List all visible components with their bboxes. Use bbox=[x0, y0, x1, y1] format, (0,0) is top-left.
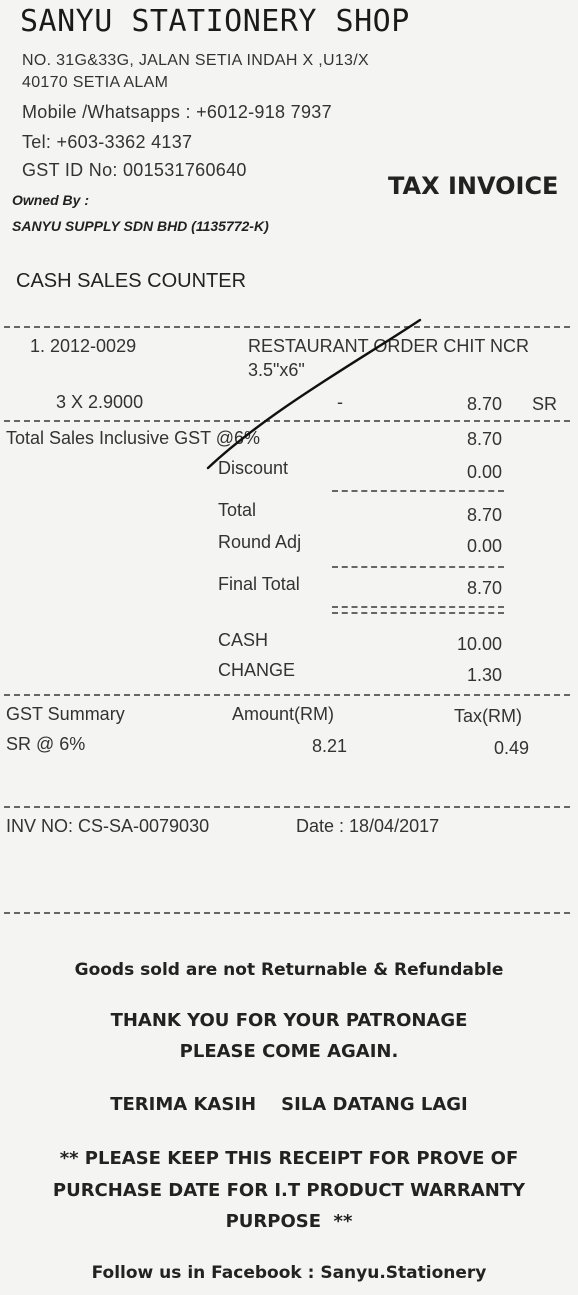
discount-label: Discount bbox=[218, 458, 289, 478]
facebook-follow: Follow us in Facebook : Sanyu.Stationery bbox=[91, 1263, 487, 1283]
item-qty-price: 3 X 2.9000 bbox=[56, 392, 144, 412]
invoice-date: Date : 18/04/2017 bbox=[296, 816, 440, 836]
cash-label: CASH bbox=[218, 630, 269, 650]
return-policy: Goods sold are not Returnable & Refundable bbox=[74, 960, 504, 980]
gst-tax-header: Tax(RM) bbox=[454, 706, 522, 726]
item-discount-mark: - bbox=[337, 392, 343, 412]
round-adj-value: 0.00 bbox=[466, 536, 502, 556]
keep-receipt-line-1: ** PLEASE KEEP THIS RECEIPT FOR PROVE OF bbox=[59, 1148, 519, 1169]
gst-summary-title: GST Summary bbox=[6, 704, 125, 724]
total-label: Total bbox=[218, 500, 257, 520]
change-value: 1.30 bbox=[466, 665, 502, 685]
change-label: CHANGE bbox=[218, 660, 296, 680]
keep-receipt-line-3: PURPOSE ** bbox=[225, 1211, 353, 1232]
gst-amount-header: Amount(RM) bbox=[232, 704, 335, 724]
owner-company: SANYU SUPPLY SDN BHD (1135772-K) bbox=[12, 218, 269, 234]
address-line-2: 40170 SETIA ALAM bbox=[22, 74, 169, 91]
total-sales-label: Total Sales Inclusive GST @6% bbox=[6, 428, 261, 448]
address-line-1: NO. 31G&33G, JALAN SETIA INDAH X ,U13/X bbox=[22, 52, 369, 69]
thank-you-line-1: THANK YOU FOR YOUR PATRONAGE bbox=[110, 1010, 468, 1031]
item-description: RESTAURANT ORDER CHIT NCR bbox=[248, 336, 530, 356]
gst-amount-value: 8.21 bbox=[312, 736, 348, 756]
shop-name: SANYU STATIONERY SHOP bbox=[20, 4, 410, 39]
round-adj-label: Round Adj bbox=[218, 532, 302, 552]
total-sales-value: 8.70 bbox=[466, 429, 502, 449]
pen-stroke-mark bbox=[208, 320, 420, 468]
cash-value: 10.00 bbox=[456, 634, 502, 654]
gst-id: GST ID No: 001531760640 bbox=[22, 160, 247, 180]
keep-receipt-line-2: PURCHASE DATE FOR I.T PRODUCT WARRANTY bbox=[52, 1180, 526, 1201]
malay-thanks: TERIMA KASIH SILA DATANG LAGI bbox=[110, 1094, 468, 1115]
telephone: Tel: +603-3362 4137 bbox=[22, 132, 193, 152]
thank-you-line-2: PLEASE COME AGAIN. bbox=[179, 1041, 399, 1062]
sales-counter: CASH SALES COUNTER bbox=[16, 270, 247, 292]
invoice-number: INV NO: CS-SA-0079030 bbox=[6, 816, 210, 836]
gst-rate-label: SR @ 6% bbox=[6, 734, 86, 754]
total-value: 8.70 bbox=[466, 505, 502, 525]
discount-value: 0.00 bbox=[466, 462, 502, 482]
item-tax-code: SR bbox=[532, 394, 558, 414]
mobile-number: Mobile /Whatsapps : +6012-918 7937 bbox=[22, 102, 332, 122]
final-total-value: 8.70 bbox=[466, 578, 502, 598]
document-type: TAX INVOICE bbox=[388, 172, 559, 200]
item-size: 3.5"x6" bbox=[248, 360, 305, 380]
owned-by-label: Owned By : bbox=[12, 192, 90, 208]
final-total-label: Final Total bbox=[218, 574, 300, 594]
item-amount: 8.70 bbox=[466, 394, 502, 414]
item-code: 1. 2012-0029 bbox=[30, 336, 137, 356]
gst-tax-value: 0.49 bbox=[494, 738, 530, 758]
